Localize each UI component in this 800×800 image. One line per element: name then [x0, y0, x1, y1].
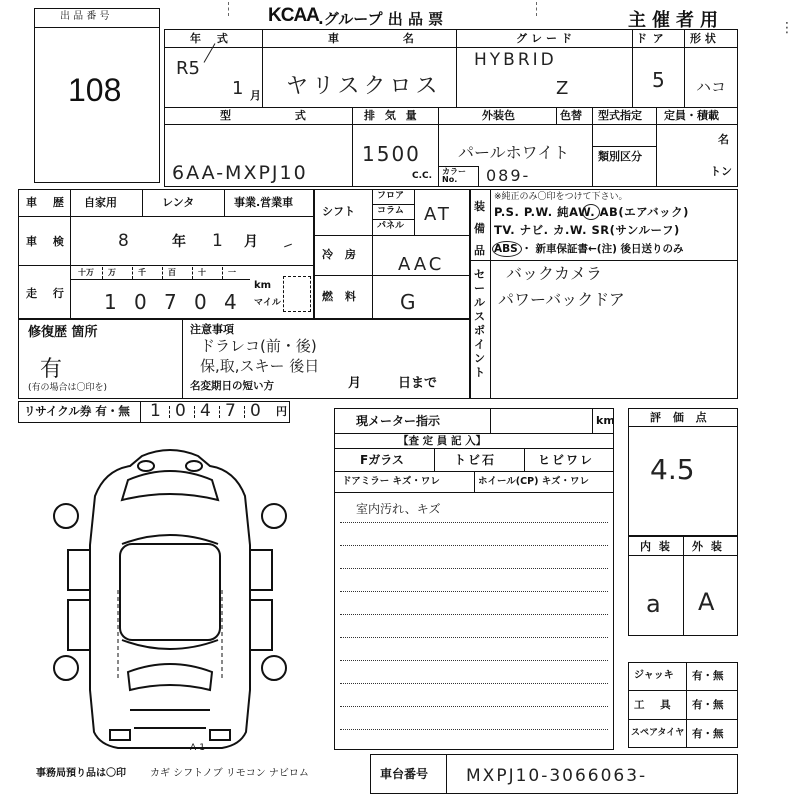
inspection-year: 8 [118, 231, 129, 251]
form-title: .グループ 出 品 票 [318, 10, 444, 28]
year-label: 年 式 [190, 32, 234, 45]
mileage-digit-label: 百 [168, 268, 176, 277]
digit-separator [102, 267, 103, 279]
inspection-label: 車 検 [26, 235, 70, 248]
category-label: 類別区分 [598, 150, 642, 163]
odometer-unit-box [283, 276, 311, 312]
recycle-digit-separator [244, 406, 245, 418]
month-unit: 月 [250, 89, 261, 102]
shift-label: シフト [322, 205, 355, 218]
recycle-label: リサイクル券 有・無 [24, 404, 130, 418]
note-line [340, 614, 608, 615]
recycle-digit: 7 [225, 401, 236, 421]
mileage-digit-label: 十万 [78, 268, 94, 277]
note-line [340, 591, 608, 592]
model-designation-label: 型式指定 [598, 109, 642, 122]
tools-yes-no: 有・無 [692, 699, 724, 711]
lot-label: 出 品 番 号 [60, 11, 110, 22]
equipment-line-3: ABS ・ 新車保証書←(注) 後日送りのみ [494, 243, 684, 255]
diagram-note: A-1 [190, 743, 205, 753]
exterior-label: 外 装 [692, 540, 724, 553]
caution-line-2: 保,取,スキー 後日 [200, 357, 320, 375]
digit-separator [132, 267, 133, 279]
displacement-value: 1500 [362, 142, 421, 166]
car-name-value: ヤリスクロス [286, 74, 442, 99]
inspector-note-1: 室内汚れ、キズ [356, 502, 441, 516]
color-label: 外装色 [482, 109, 515, 122]
grade-value-1: HYBRID [474, 50, 557, 70]
car-name-label: 車 名 [328, 32, 444, 45]
color-code-value: 089- [486, 166, 531, 185]
mileage-digit: 4 [224, 290, 237, 314]
fuel-label: 燃 料 [322, 290, 360, 303]
copy-label: 主催者用 [628, 10, 724, 31]
shape-label: 形 状 [690, 32, 716, 45]
shift-value: AT [424, 204, 452, 225]
digit-separator [192, 267, 193, 279]
model-value: 6AA-MXPJ10 [172, 162, 308, 184]
wheel-label: ホイール(CP) キズ・ワレ [478, 476, 590, 487]
note-line [340, 683, 608, 684]
rental-option: レンタ [162, 196, 195, 209]
recycle-digit: 4 [200, 401, 211, 421]
caution-line-1: ドラレコ(前・後) [200, 337, 317, 355]
abs-circle [492, 241, 522, 257]
caution-label: 注意事項 [190, 323, 234, 336]
note-line [340, 729, 608, 730]
name-change-day: 日まで [398, 376, 438, 391]
doors-value: 5 [652, 68, 665, 92]
mile-label: マイル [254, 298, 281, 308]
mileage-digit: 0 [134, 290, 147, 314]
mileage-digit: 7 [164, 290, 177, 314]
note-line [340, 545, 608, 546]
color-value: パールホワイト [458, 143, 570, 162]
model-label: 型 式 [220, 109, 336, 122]
chip-label: トビ石 [454, 453, 497, 467]
exterior-grade: A [698, 588, 715, 616]
capacity-unit-tons: トン [710, 165, 732, 178]
windshield-label: Fガラス [360, 453, 404, 467]
ac-label: 冷 房 [322, 248, 360, 261]
inspection-year-unit: 年 [172, 234, 186, 250]
km-label: km [254, 280, 272, 291]
year-value: R5 [176, 58, 200, 79]
mileage-digit-label: 一 [228, 268, 236, 277]
notes-header: 【査 定 員 記 入】 [398, 435, 487, 447]
office-items-label: 事務局預り品は〇印 [36, 768, 126, 779]
shift-column-option: コラム [377, 206, 404, 216]
recycle-digit: 0 [250, 401, 261, 421]
sales-point-label: セールスポイント [474, 268, 485, 379]
recycle-digit-separator [219, 406, 220, 418]
equipment-line-1: P.S. P.W. 純AW. AB(エアバック) [494, 205, 689, 219]
vehicle-damage-diagram [50, 440, 290, 760]
ac-value: AAC [398, 254, 445, 275]
brand-logo: KCAA [268, 5, 319, 26]
spare-tire-yes-no: 有・無 [692, 728, 724, 740]
interior-label: 内 装 [640, 540, 672, 553]
capacity-label: 定員・積載 [664, 109, 719, 122]
inspection-month: 1 [212, 231, 223, 251]
spare-tire-label: スペアタイヤ [631, 728, 685, 738]
repair-history-note: (有の場合は〇印を) [28, 383, 108, 393]
mileage-digit-label: 千 [138, 268, 146, 277]
business-use-option: 事業.営業車 [234, 196, 294, 209]
chassis-label: 車台番号 [380, 767, 429, 781]
shift-panel-option: パネル [377, 221, 405, 231]
note-line [340, 637, 608, 638]
color-change-label: 色替 [560, 109, 582, 122]
digit-separator [162, 267, 163, 279]
chassis-value: MXPJ10-3066063- [466, 766, 648, 786]
door-mirror-label: ドアミラー キズ・ワレ [342, 476, 440, 487]
name-change-label: 名変期日の短い方 [190, 380, 274, 392]
equipment-line-2: TV. ナビ. カ.W. SR(サンルーフ) [494, 223, 680, 237]
note-line [340, 706, 608, 707]
meter-km-label: km [596, 414, 615, 427]
capacity-unit-persons: 名 [718, 133, 729, 146]
history-label: 車 歴 [26, 196, 70, 209]
mileage-digit: 1 [104, 290, 117, 314]
sales-point-2: パワーバックドア [498, 290, 625, 309]
equipment-label: 装備品 [474, 200, 485, 257]
cc-label: C.C. [412, 171, 433, 181]
crack-label: ヒビワレ [538, 453, 595, 467]
score-value: 4.5 [650, 453, 695, 486]
mileage-label: 走 行 [26, 287, 70, 300]
meter-label: 現メーター指示 [356, 414, 441, 428]
recycle-digit-separator [169, 406, 170, 418]
score-label: 評 価 点 [650, 411, 711, 424]
note-line [340, 522, 608, 523]
color-code-label: カラー No. [442, 167, 466, 184]
grade-label: グレード [516, 32, 576, 45]
fuel-value: G [400, 290, 416, 314]
recycle-digit-separator [194, 406, 195, 418]
private-use-option: 自家用 [84, 196, 117, 209]
note-line [340, 660, 608, 661]
displacement-label: 排 気 量 [364, 109, 420, 122]
repair-history-value: 有 [40, 357, 63, 382]
repair-history-label: 修復歴 箇所 [28, 325, 98, 340]
doors-label: ドア [636, 32, 670, 45]
mileage-digit-label: 十 [198, 268, 206, 277]
recycle-yen: 円 [276, 405, 287, 418]
awheel-circle [582, 204, 600, 220]
recycle-digit: 0 [175, 401, 186, 421]
jack-yes-no: 有・無 [692, 670, 724, 682]
shape-value: ハコ [696, 78, 727, 96]
mileage-digit: 0 [194, 290, 207, 314]
shift-floor-option: フロア [377, 191, 405, 201]
tools-label: 工 具 [634, 699, 677, 711]
month-value: 1 [232, 78, 244, 99]
recycle-digit: 1 [150, 401, 161, 421]
digit-separator [222, 267, 223, 279]
office-items-list: カギ シフトノブ リモコン ナビロム [150, 768, 309, 779]
name-change-month: 月 [348, 376, 362, 391]
lot-number: 108 [68, 72, 122, 108]
grade-value-2: Z [556, 78, 569, 99]
interior-grade: a [646, 590, 661, 618]
mileage-digit-label: 万 [108, 268, 116, 277]
note-line [340, 568, 608, 569]
sales-point-1: バックカメラ [506, 264, 603, 283]
inspection-month-unit: 月 [244, 234, 258, 250]
equipment-note: ※純正のみ〇印をつけて下さい。 [494, 192, 628, 202]
jack-label: ジャッキ [634, 670, 674, 681]
